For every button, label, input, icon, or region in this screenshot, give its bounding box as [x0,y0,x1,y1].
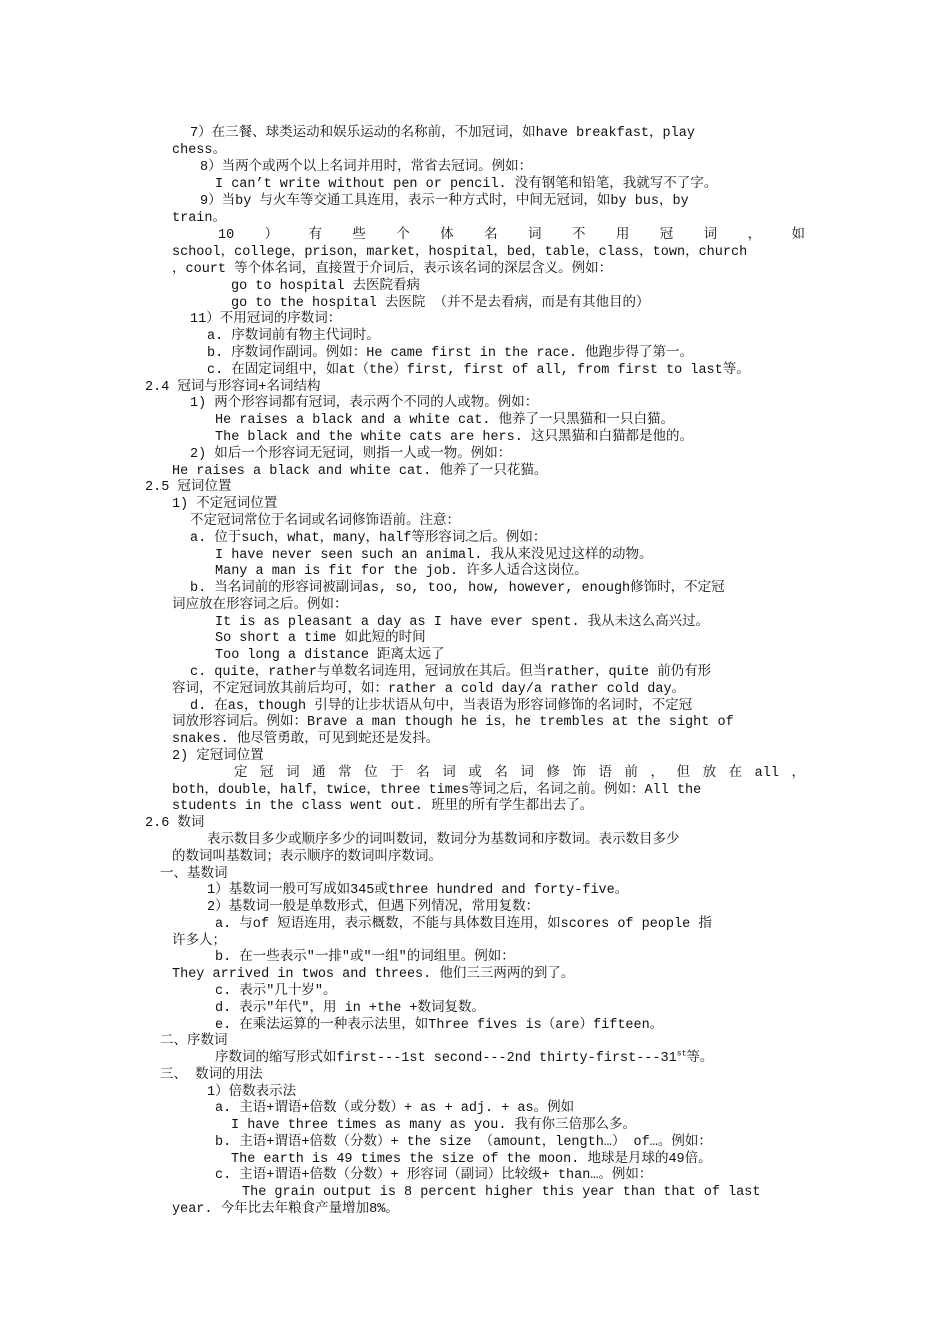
text-line: a. 位于such，what，many，half等形容词之后。例如： [190,531,547,546]
text-line: 词放形容词后。例如：Brave a man though he is，he trembles at the sight of [172,715,734,730]
text-line: a. 主语+谓语+倍数（或分数）+ as + adj. + as。例如 [215,1101,575,1116]
text-line: school，college，prison，market，hospital，bed，table，class，town，church [172,245,748,260]
text-line: 1) 不定冠词位置 [172,497,278,512]
text-line: The grain output is 8 percent higher this year than that of last [242,1185,761,1200]
text-line: b. 在一些表示"一排"或"一组"的词组里。例如： [215,950,515,965]
section-heading: 2.6 数词 [145,816,205,831]
text-line: They arrived in twos and threes. 他们三三两两的到了。 [172,967,575,982]
text-line: I have never seen such an animal. 我从来没见过这样的动物。 [215,548,653,563]
text-line: c. 在固定词组中，如at（the）first, first of all, from first to last等。 [207,363,750,378]
text-line: go to hospital 去医院看病 [231,279,421,294]
text-line: b. 当名词前的形容词被副词as, so, too, how, however, enough修饰时，不定冠 [190,581,725,596]
text-line: b. 序数词作副词。例如：He came first in the race. 他跑步得了第一。 [207,346,694,361]
text-line: c. 主语+谓语+倍数（分数）+ 形容词（副词）比较级+ than…。例如： [215,1168,653,1183]
text-line: I can’t write without pen or pencil. 没有钢笔和铅笔，我就写不了字。 [215,177,718,192]
text-line: He raises a black and a white cat. 他养了一只黑猫和一只白猫。 [215,413,675,428]
text-line: So short a time 如此短的时间 [215,631,426,646]
text-line: 不定冠词常位于名词或名词修饰语前。注意： [190,514,460,529]
text-line: both，double，half，twice，three times等词之后，名词之前。例如：All the [172,783,702,798]
text-line: Many a man is fit for the job. 许多人适合这岗位。 [215,564,588,579]
text-line: 1）基数词一般可写成如345或three hundred and forty-five。 [207,883,629,898]
text-line: e. 在乘法运算的一种表示法里，如Three fives is（are）fifteen。 [215,1018,664,1033]
text-line: He raises a black and white cat. 他养了一只花猫。 [172,464,548,479]
section-heading: 一、基数词 [160,867,228,882]
text-line: 11）不用冠词的序数词： [190,312,342,327]
text-line: students in the class went out. 班里的所有学生都出去了。 [172,799,594,814]
text-line: 的数词叫基数词；表示顺序的数词叫序数词。 [172,850,442,865]
section-heading: 二、序数词 [160,1034,228,1049]
text-line: c. quite，rather与单数名词连用，冠词放在其后。但当rather，quite 前仍有形 [190,665,712,680]
text-line: c. 表示"几十岁"。 [215,984,337,999]
text-line: Too long a distance 距离太远了 [215,648,445,663]
text-line: 2) 如后一个形容词无冠词，则指一人或一物。例如： [190,447,512,462]
text-line: 词应放在形容词之后。例如： [172,598,348,613]
section-heading: 三、 数词的用法 [160,1068,263,1083]
ordinal-abbreviation-line: 序数词的缩写形式如first---1st second---2nd thirty-first---31st等。 [215,1049,714,1066]
justified-line-definite: 定 冠 词 通 常 位 于 名 词 或 名 词 修 饰 语 前 ， 但 放 在 all ， [234,766,805,781]
text-line: b. 主语+谓语+倍数（分数）+ the size （amount，length…） of…。例如： [215,1135,712,1150]
text-line: a. 与of 短语连用，表示概数，不能与具体数目连用，如scores of people 指 [215,917,712,932]
text-line: d. 表示"年代"，用 in +the +数词复数。 [215,1001,486,1016]
text-line: year. 今年比去年粮食产量增加8%。 [172,1202,399,1217]
justified-line-10: 10 ） 有 些 个 体 名 词 不 用 冠 词 ， 如 [218,228,805,243]
text-line: ，court 等个体名词，直接置于介词后，表示该名词的深层含义。例如： [172,262,613,277]
text-line: 2）基数词一般是单数形式，但遇下列情况，常用复数： [207,900,540,915]
section-heading: 2.5 冠词位置 [145,480,232,495]
text-line: 1) 两个形容词都有冠词，表示两个不同的人或物。例如： [190,396,539,411]
text-line: It is as pleasant a day as I have ever spent. 我从未这么高兴过。 [215,615,710,630]
text-line: 容词，不定冠词放其前后均可，如：rather a cold day/a rather cold day。 [172,682,686,697]
text-line: 7）在三餐、球类运动和娱乐运动的名称前，不加冠词，如have breakfast，play [190,126,695,141]
text-line: d. 在as，though 引导的让步状语从句中，当表语为形容词修饰的名词时，不定冠 [190,699,693,714]
text-line: 2) 定冠词位置 [172,749,264,764]
text-line: The black and the white cats are hers. 这只黑猫和白猫都是他的。 [215,430,693,445]
text-line: a. 序数词前有物主代词时。 [207,329,380,344]
text-line: train。 [172,211,227,226]
text-line: 1）倍数表示法 [207,1085,297,1100]
text-line: I have three times as many as you. 我有你三倍那么多。 [231,1118,637,1133]
text-line: chess。 [172,143,227,158]
text-line: 9）当by 与火车等交通工具连用，表示一种方式时，中间无冠词，如by bus，by [200,194,689,209]
text-line: 许多人； [172,934,226,949]
text-line: The earth is 49 times the size of the moon. 地球是月球的49倍。 [231,1152,712,1167]
text-line: go to the hospital 去医院 （并不是去看病，而是有其他目的） [231,296,650,311]
text-line: snakes. 他尽管勇敢，可见到蛇还是发抖。 [172,732,440,747]
text-line: 表示数目多少或顺序多少的词叫数词，数词分为基数词和序数词。表示数目多少 [207,833,680,848]
text-line: 8）当两个或两个以上名词并用时，常省去冠词。例如： [200,160,533,175]
section-heading: 2.4 冠词与形容词+名词结构 [145,380,321,395]
